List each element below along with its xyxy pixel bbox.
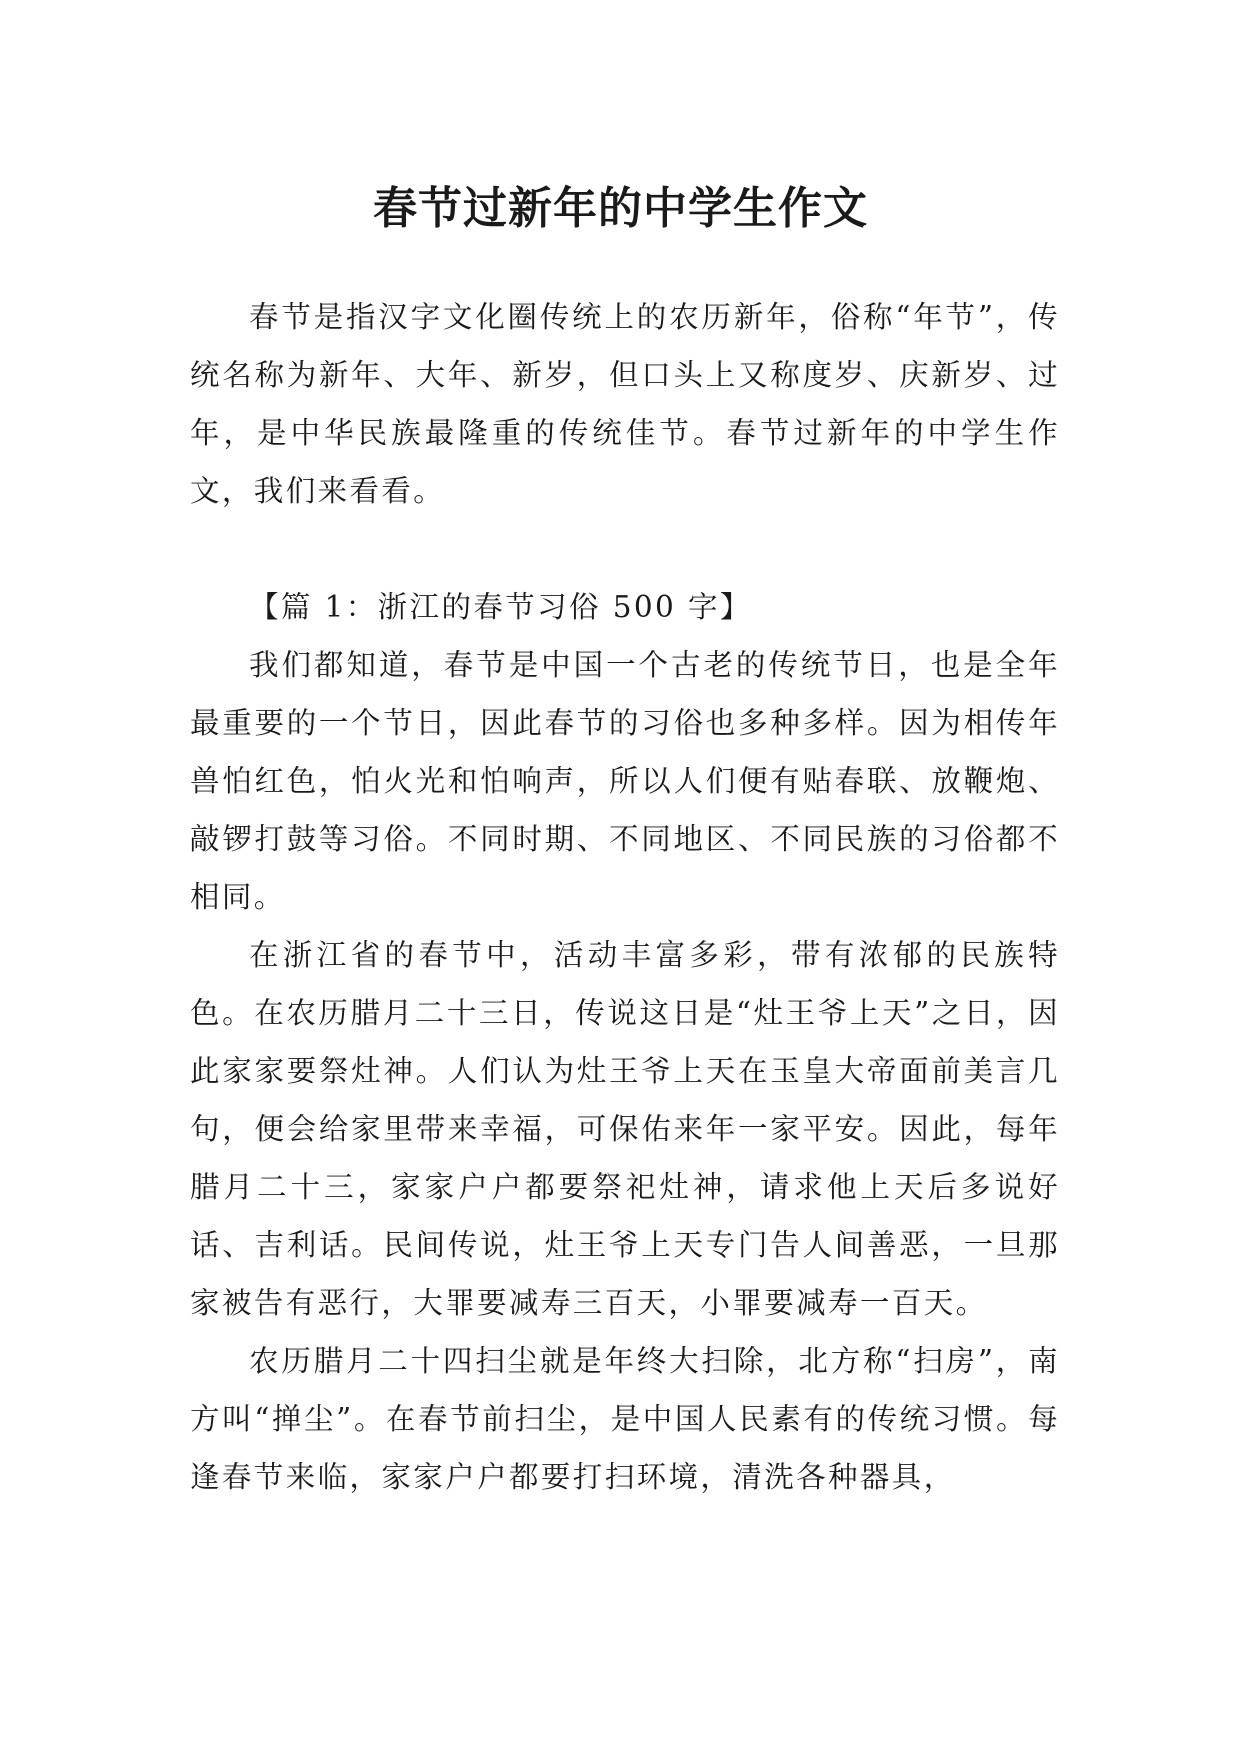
body-paragraph-3: 农历腊月二十四扫尘就是年终大扫除，北方称“扫房”，南方叫“掸尘”。在春节前扫尘，是中国人民素有的传统习惯。每逢春节来临，家家户户都要打扫环境，清洗各种器具， [190, 1344, 1060, 1494]
section-heading: 【篇 1：浙江的春节习俗 500 字】 [249, 590, 752, 624]
document-body [190, 288, 1060, 1506]
body-paragraph-1: 我们都知道，春节是中国一个古老的传统节日，也是全年最重要的一个节日，因此春节的习俗也多种多样。因为相传年兽怕红色，怕火光和怕响声，所以人们便有贴春联、放鞭炮、敲锣打鼓等习俗。不同时期、不同地区、不同民族的习俗都不相同。 [190, 648, 1060, 914]
intro-paragraph: 春节是指汉字文化圈传统上的农历新年，俗称“年节”，传统名称为新年、大年、新岁，但口头上又称度岁、庆新岁、过年，是中华民族最隆重的传统佳节。春节过新年的中学生作文，我们来看看。 [190, 300, 1060, 508]
document-title: 春节过新年的中学生作文 [373, 183, 868, 235]
body-paragraph-2: 在浙江省的春节中，活动丰富多彩，带有浓郁的民族特色。在农历腊月二十三日，传说这日是“灶王爷上天”之日，因此家家要祭灶神。人们认为灶王爷上天在玉皇大帝面前美言几句，便会给家里带来幸福，可保佑来年一家平安。因此，每年腊月二十三，家家户户都要祭祀灶神，请求他上天后多说好话、吉利话。民间传说，灶王爷上天专门告人间善恶，一旦那家被告有恶行，大罪要减寿三百天，小罪要减寿一百天。 [190, 938, 1060, 1320]
section-spacer [190, 520, 1060, 578]
